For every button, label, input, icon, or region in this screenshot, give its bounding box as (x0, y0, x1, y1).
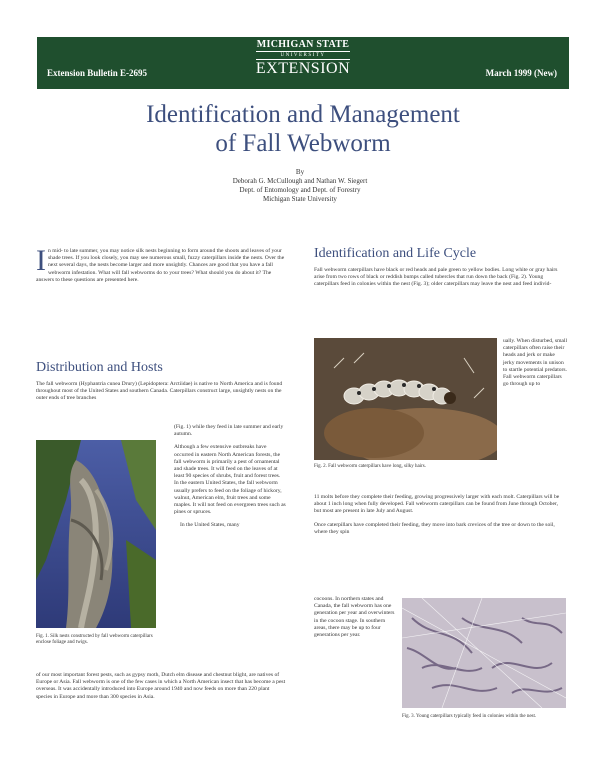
lifecycle-p3b (314, 596, 396, 639)
lifecycle-side-text-content: ually. When disturbed, small caterpillars often raise their heads and jerk or make jerky movements in unison to startle potential predators. Fall webworm caterpillars go through up to (503, 338, 568, 388)
distribution-p2-text: Although a few extensive outbreaks have occurred in eastern North American forests, the fall webworm is primarily a pest of ornamental and shade trees. It will feed on the leaves of at least 90 species of shrubs, fruit and forest trees. In the eastern United States, the fall webworm usually prefers to feed on the foliage of hickory, walnut, American elm, fruit trees and some maples. It will not feed on evergreen trees such as pines or spruces. (174, 444, 286, 516)
author-university: Michigan State University (263, 195, 337, 203)
lifecycle-p1-text: Fall webworm caterpillars have black or red heads and pale green to yellow bodies. Long white or gray hairs arise from two rows of black or reddish bumps called tubercles that run down the back (Fig. 2). Young caterpillars feed in colonies within the nest (Fig. 3); older caterpillars may leave the nest and feed individ- (314, 267, 558, 288)
lifecycle-p3a-text: Once caterpillars have completed their feeding, they move into bark crevices of the tree or down to the soil, where they spin (314, 521, 555, 535)
page-title (60, 100, 546, 158)
fig3-caption: Fig. 3. Young caterpillars typically feed in colonies within the nest. (402, 714, 537, 719)
distribution-p3a-text: In the United States, many (180, 522, 240, 529)
distribution-p1-text: The fall webworm (Hyphantria cunea Drury) (Lepidoptera: Arctiidae) is native to North America and is found throughout most of the United States and southern Canada. Caterpillars construct large, unsightly nests on the outer ends of tree branches (36, 381, 283, 402)
lifecycle-side-text (503, 338, 567, 388)
lifecycle-p2 (314, 494, 564, 542)
logo-line2: UNIVERSITY (256, 51, 350, 60)
bulletin-number: Extension Bulletin E-2695 (47, 68, 148, 78)
author-by: By (295, 168, 305, 176)
title-line2: of Fall Webworm (215, 130, 391, 157)
lifecycle-p3b-text: cocoons. In northern states and Canada, the fall webworm has one generation per year and overwinters in the cocoon stage. In southern areas, there may be up to four generations per year. (314, 596, 395, 639)
dropcap: I (36, 244, 46, 277)
distribution-heading: Distribution and Hosts (36, 360, 163, 375)
distribution-p1b-text: (Fig. 1) while they feed in late summer and early autumn. (174, 424, 284, 438)
intro-text: n mid- to late summer, you may notice silk nests beginning to form around the shoots and leaves of your shade trees. If you look closely, you may see numerous small, fuzzy caterpillars inside the nests. Over the next several days, the nests become larger and more unsightly. Chances are good that you have a fall webworm infestation. What will fall webworms do to your trees? What should you do about it? The answers to these questions are presented here. (36, 248, 285, 283)
intro-paragraph (36, 244, 286, 284)
distribution-p3b (36, 672, 286, 701)
header-banner (37, 37, 569, 89)
distribution-p3b-text: of our most important forest pests, such as gypsy moth, Dutch elm disease and chestnut blight, are natives of Europe or Asia. Fall webworm is one of the few cases in which a North American insect that has become a pest overseas. It was accidentally introduced into Europe around 1940 and now feeds on more than 220 plant species in Europe and more than 300 species in Asia. (36, 672, 286, 700)
logo-line3: EXTENSION (255, 60, 351, 77)
distribution-p1 (36, 381, 286, 403)
fig1-caption: Fig. 1. Silk nests constructed by fall webworm caterpillars enclose foliage and twigs. (36, 634, 153, 645)
fig2-caption: Fig. 2. Fall webworm caterpillars have long, silky hairs. (314, 464, 426, 469)
author-block (150, 168, 450, 204)
msu-extension-logo (248, 40, 358, 77)
lifecycle-p2-text: 11 molts before they complete their feeding, growing progressively larger with each molt. Caterpillars will be about 1 inch long when fully developed. Fall webworm caterpillars can be found from June through October, but most are present in late July and August. (314, 494, 560, 515)
lifecycle-p1 (314, 267, 564, 289)
distribution-p1b (174, 424, 286, 536)
fig3-caterpillar-colony-photo (402, 598, 566, 708)
title-line1: Identification and Management (146, 101, 460, 128)
fig2-caterpillar-photo (314, 338, 497, 460)
author-dept: Dept. of Entomology and Dept. of Forestry (239, 186, 361, 194)
author-names: Deborah G. McCullough and Nathan W. Siegert (232, 177, 368, 185)
logo-line1: MICHIGAN STATE (256, 39, 350, 50)
fig1-webworm-nest-photo (36, 440, 156, 628)
publication-date: March 1999 (New) (485, 68, 557, 78)
lifecycle-heading: Identification and Life Cycle (314, 246, 477, 261)
